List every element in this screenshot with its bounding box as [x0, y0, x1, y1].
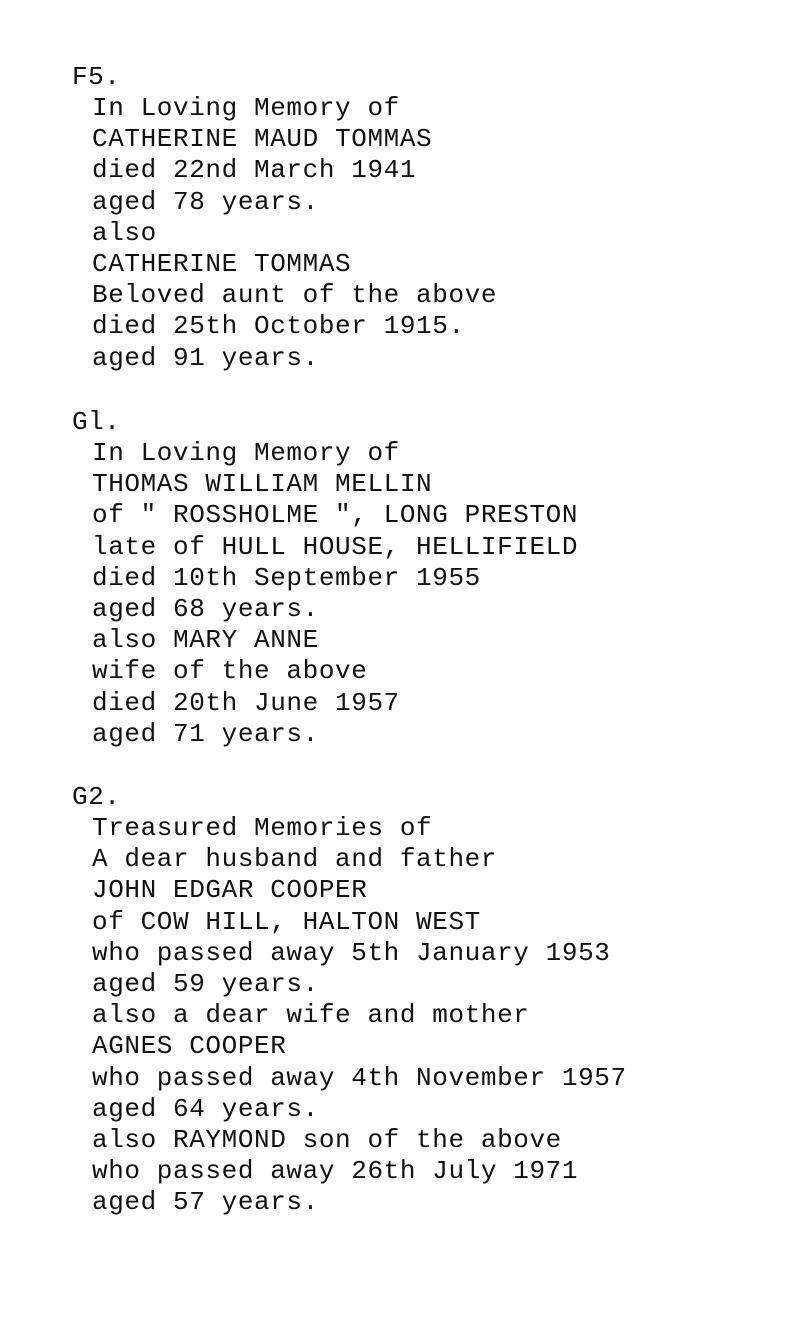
inscription-line: A dear husband and father [92, 844, 498, 875]
inscription-line: who passed away 5th January 1953 [92, 937, 611, 968]
inscription-line: who passed away 4th November 1957 [92, 1062, 627, 1093]
inscription-line: In Loving Memory of [92, 93, 400, 123]
inscription-lines [92, 813, 627, 1219]
inscription-line: also a dear wife and mother [92, 1000, 530, 1031]
inscription-line: died 10th September 1955 [92, 562, 481, 593]
inscription-lines [92, 93, 497, 374]
inscription-line: aged 57 years. [92, 1187, 319, 1218]
entry-id: G2. [72, 782, 121, 812]
inscription-line: of COW HILL, HALTON WEST [92, 906, 481, 937]
inscription-line: CATHERINE TOMMAS [92, 249, 352, 280]
entry-id: Gl. [72, 407, 121, 437]
inscription-line: aged 68 years. [92, 594, 319, 625]
inscription-line: died 25th October 1915. [92, 311, 465, 342]
inscription-line: also MARY ANNE [92, 625, 319, 656]
inscription-line: In Loving Memory of [92, 438, 400, 468]
inscription-line: aged 78 years. [92, 186, 319, 217]
inscription-line: also [92, 217, 157, 248]
inscription-line: JOHN EDGAR COOPER [92, 875, 368, 906]
inscription-line: also RAYMOND son of the above [92, 1125, 562, 1156]
inscription-line: aged 71 years. [92, 718, 319, 749]
inscription-line: Beloved aunt of the above [92, 280, 498, 311]
inscription-line: THOMAS WILLIAM MELLIN [92, 469, 433, 500]
inscription-line: wife of the above [92, 656, 368, 687]
inscription-line: who passed away 26th July 1971 [92, 1156, 579, 1187]
inscription-line: of " ROSSHOLME ", LONG PRESTON [92, 500, 579, 531]
inscription-line: died 20th June 1957 [92, 687, 400, 718]
inscription-line: aged 91 years. [92, 342, 319, 373]
entry-id: F5. [72, 62, 121, 92]
inscription-line: CATHERINE MAUD TOMMAS [92, 124, 433, 155]
inscription-lines [92, 438, 578, 750]
inscription-line: AGNES COOPER [92, 1031, 287, 1062]
inscription-line: late of HULL HOUSE, HELLIFIELD [92, 531, 579, 562]
inscription-line: aged 59 years. [92, 969, 319, 1000]
inscription-line: Treasured Memories of [92, 813, 433, 843]
inscription-line: died 22nd March 1941 [92, 155, 417, 186]
inscription-line: aged 64 years. [92, 1093, 319, 1124]
